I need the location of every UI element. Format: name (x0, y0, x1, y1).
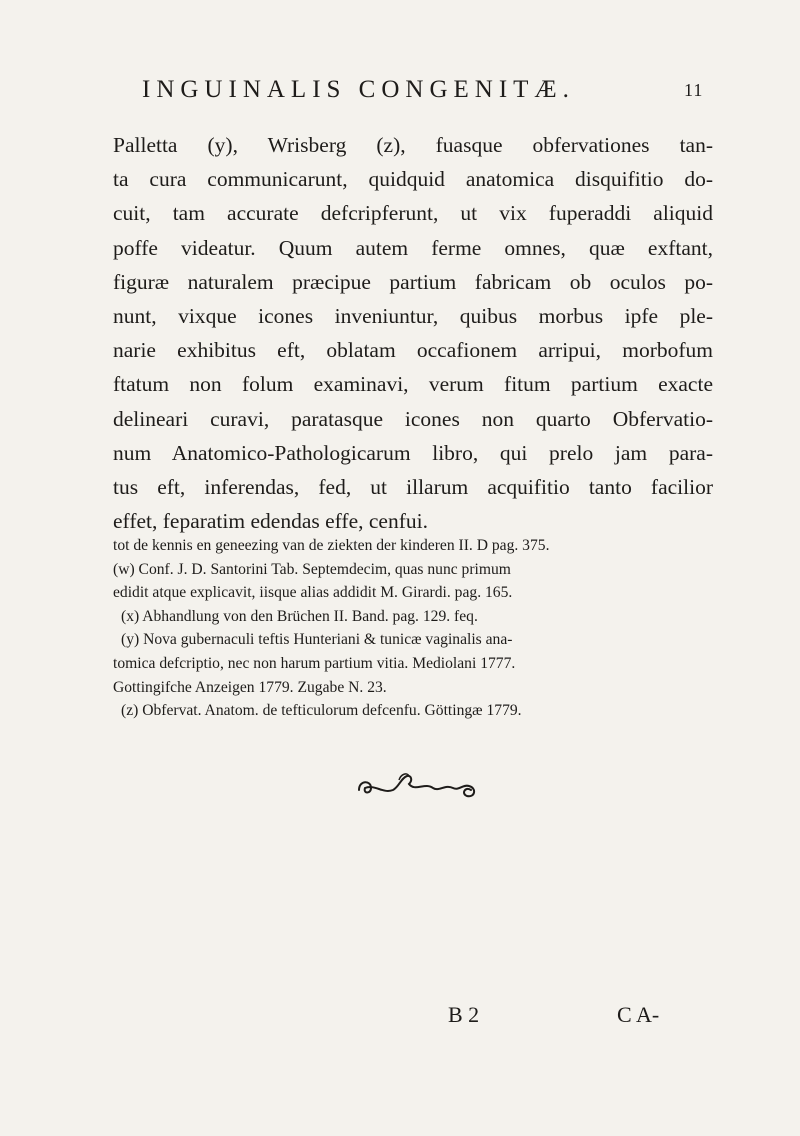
footnote-x: (x) Abhandlung von den Brüchen II. Band. pag. 129. feq. (121, 607, 478, 625)
text-line: delineari curavi, paratasque icones non quarto Obfervatio- (113, 406, 713, 431)
footnote-line: tomica defcriptio, nec non harum partium vitia. Mediolani 1777. (113, 654, 516, 672)
footnote-w: (w) Conf. J. D. Santorini Tab. Septemdecim, quas nunc primum (113, 560, 511, 578)
text-line: cuit, tam accurate defcripferunt, ut vix fuperaddi aliquid (113, 201, 713, 226)
text-line: figuræ naturalem præcipue partium fabricam ob oculos po- (113, 269, 713, 294)
text-line: num Anatomico-Pathologicarum libro, qui prelo jam para- (113, 440, 713, 465)
catchword: C A- (617, 1002, 660, 1027)
footnote-line: tot de kennis en geneezing van de ziekten der kinderen II. D pag. 375. (113, 537, 550, 554)
page-number: 11 (684, 80, 704, 100)
text-line: ta cura communicarunt, quidquid anatomica disquifitio do- (113, 167, 713, 192)
footnote-line: Gottingifche Anzeigen 1779. Zugabe N. 23. (113, 678, 387, 696)
main-paragraph (113, 128, 713, 538)
text-line: effet, feparatim edendas effe, cenfui. (113, 509, 428, 534)
text-line: tus eft, inferendas, fed, ut illarum acquifitio tanto facilior (113, 475, 713, 500)
footnote-z: (z) Obfervat. Anatom. de tefticulorum defcenfu. Göttingæ 1779. (121, 702, 522, 720)
footnote-line: edidit atque explicavit, iisque alias addidit M. Girardi. pag. 165. (113, 584, 513, 602)
text-line: nunt, vixque icones inveniuntur, quibus morbus ipfe ple- (113, 304, 713, 329)
running-title: INGUINALIS CONGENITÆ. (142, 76, 575, 103)
text-line: ftatum non folum examinavi, verum fitum partium exacte (113, 372, 713, 397)
running-header (142, 76, 702, 104)
signature-mark: B 2 (448, 1002, 480, 1027)
text-line: poffe videatur. Quum autem ferme omnes, quæ exftant, (113, 235, 713, 260)
text-line: Palletta (y), Wrisberg (z), fuasque obfervationes tan- (113, 133, 713, 157)
text-line: narie exhibitus eft, oblatam occafionem arripui, morbofum (113, 338, 713, 363)
printers-flourish-icon (355, 770, 479, 800)
footnotes (113, 534, 713, 723)
footnote-y: (y) Nova gubernaculi teftis Hunteriani & tunicæ vaginalis ana- (121, 631, 513, 649)
